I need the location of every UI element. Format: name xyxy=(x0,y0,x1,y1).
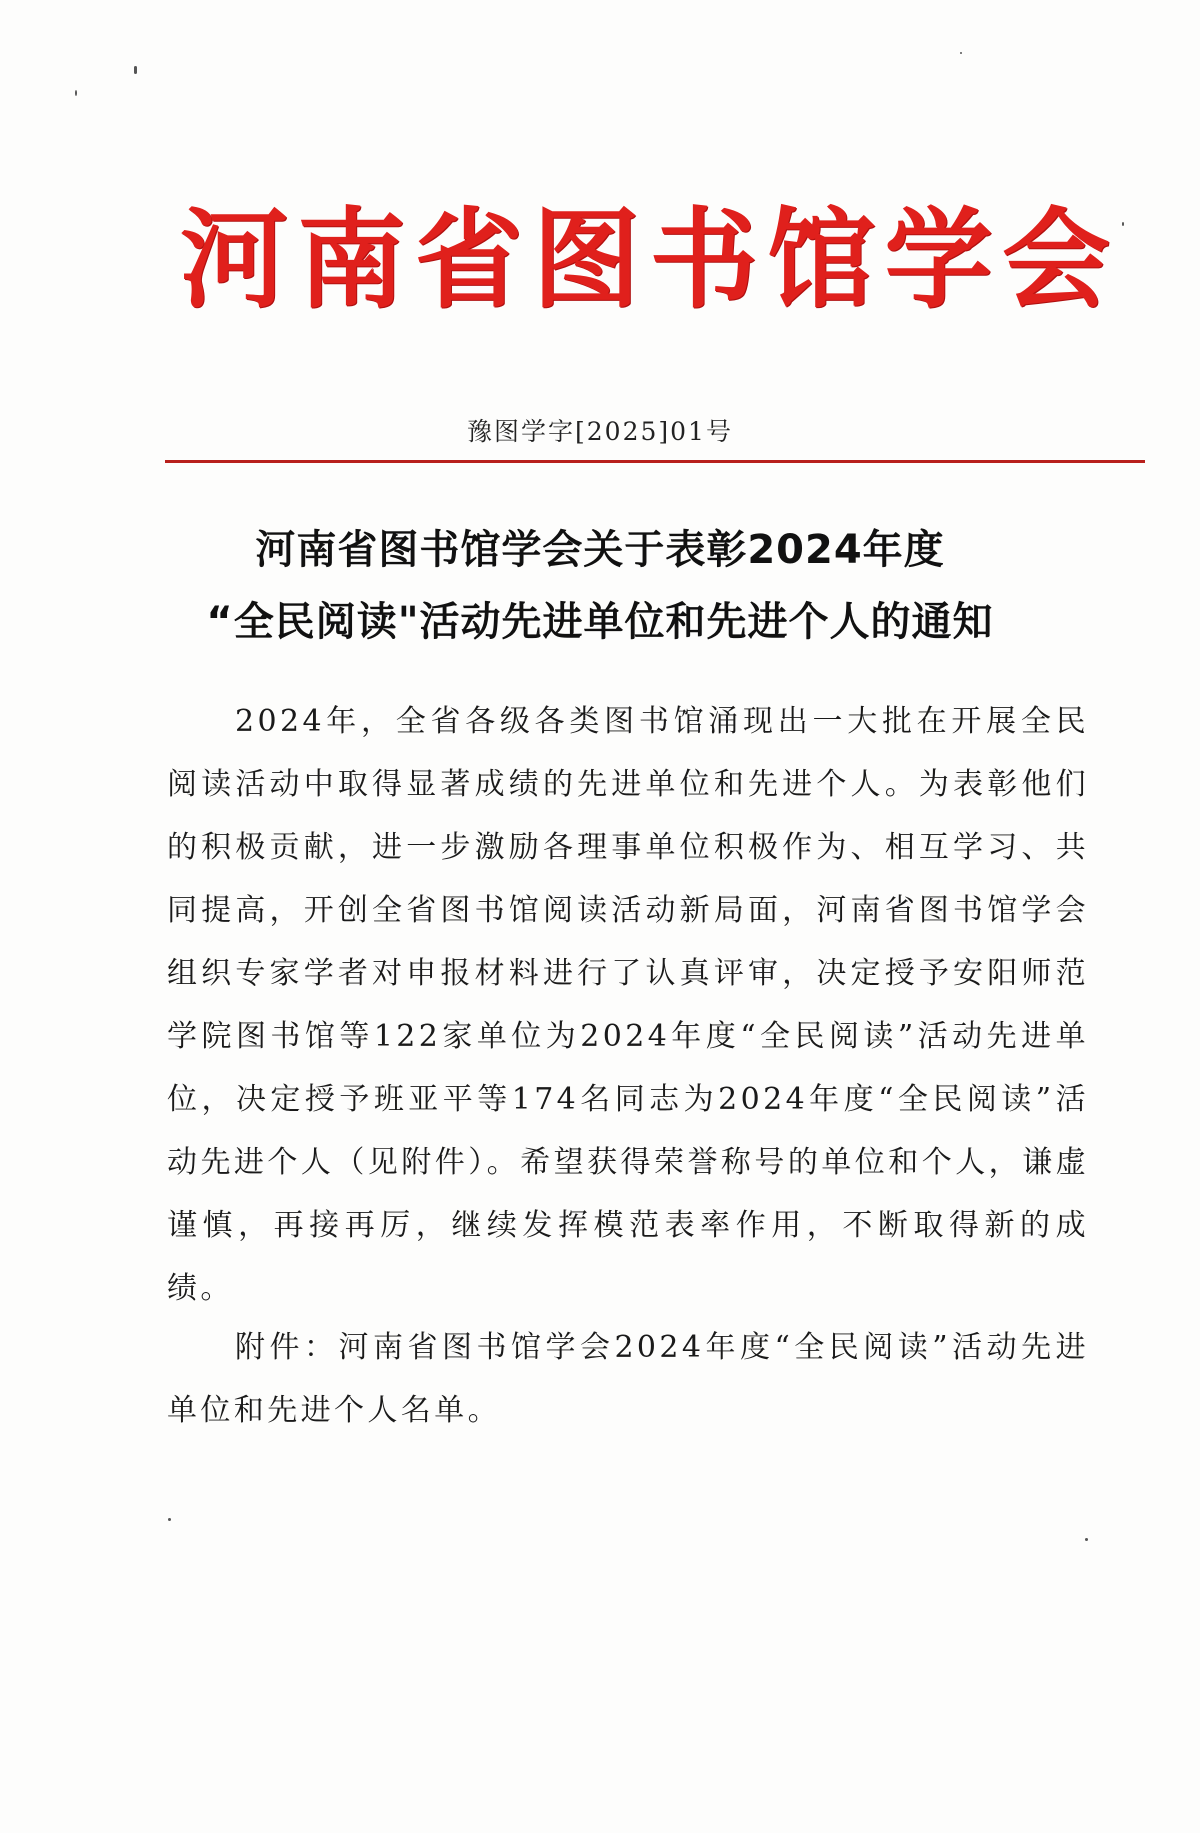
letterhead-char: 馆 xyxy=(767,197,876,323)
letterhead-char: 南 xyxy=(297,197,406,323)
letterhead-char: 图 xyxy=(532,197,641,323)
scan-speck xyxy=(168,1518,171,1521)
letterhead-char: 会 xyxy=(1001,197,1110,323)
letterhead-char: 书 xyxy=(649,197,758,323)
scan-speck xyxy=(75,90,77,96)
body-paragraph: 2024年，全省各级各类图书馆涌现出一大批在开展全民阅读活动中取得显著成绩的先进单位和先进个人。为表彰他们的积极贡献，进一步激励各理事单位积极作为、相互学习、共同提高，开创全省图书馆阅读活动新局面，河南省图书馆学会组织专家学者对申报材料进行了认真评审，决定授予安阳师范学院图书馆等122家单位为2024年度“全民阅读”活动先进单位，决定授予班亚平等174名同志为2024年度“全民阅读”活动先进个人（见附件）。希望获得荣誉称号的单位和个人，谦虚谨慎，再接再厉，继续发挥模范表率作用，不断取得新的成绩。 xyxy=(167,704,1089,1306)
red-divider-rule xyxy=(165,460,1145,463)
org-letterhead xyxy=(180,190,1110,330)
scan-speck xyxy=(134,66,137,74)
attachment-note: 附件：河南省图书馆学会2024年度“全民阅读”活动先进单位和先进个人名单。 xyxy=(167,1330,1089,1428)
notice-title-line-2: “全民阅读"活动先进单位和先进个人的通知 xyxy=(206,599,994,645)
scan-speck xyxy=(1122,222,1124,226)
scan-speck xyxy=(960,52,962,54)
notice-title-line-1: 河南省图书馆学会关于表彰2024年度 xyxy=(255,527,945,573)
notice-body xyxy=(167,690,1089,1320)
letterhead-char: 省 xyxy=(414,197,523,323)
letterhead-char: 学 xyxy=(884,197,993,323)
scan-speck xyxy=(1085,1538,1088,1541)
document-number: 豫图学字[2025]01号 xyxy=(467,417,733,446)
letterhead-char: 河 xyxy=(180,197,289,323)
